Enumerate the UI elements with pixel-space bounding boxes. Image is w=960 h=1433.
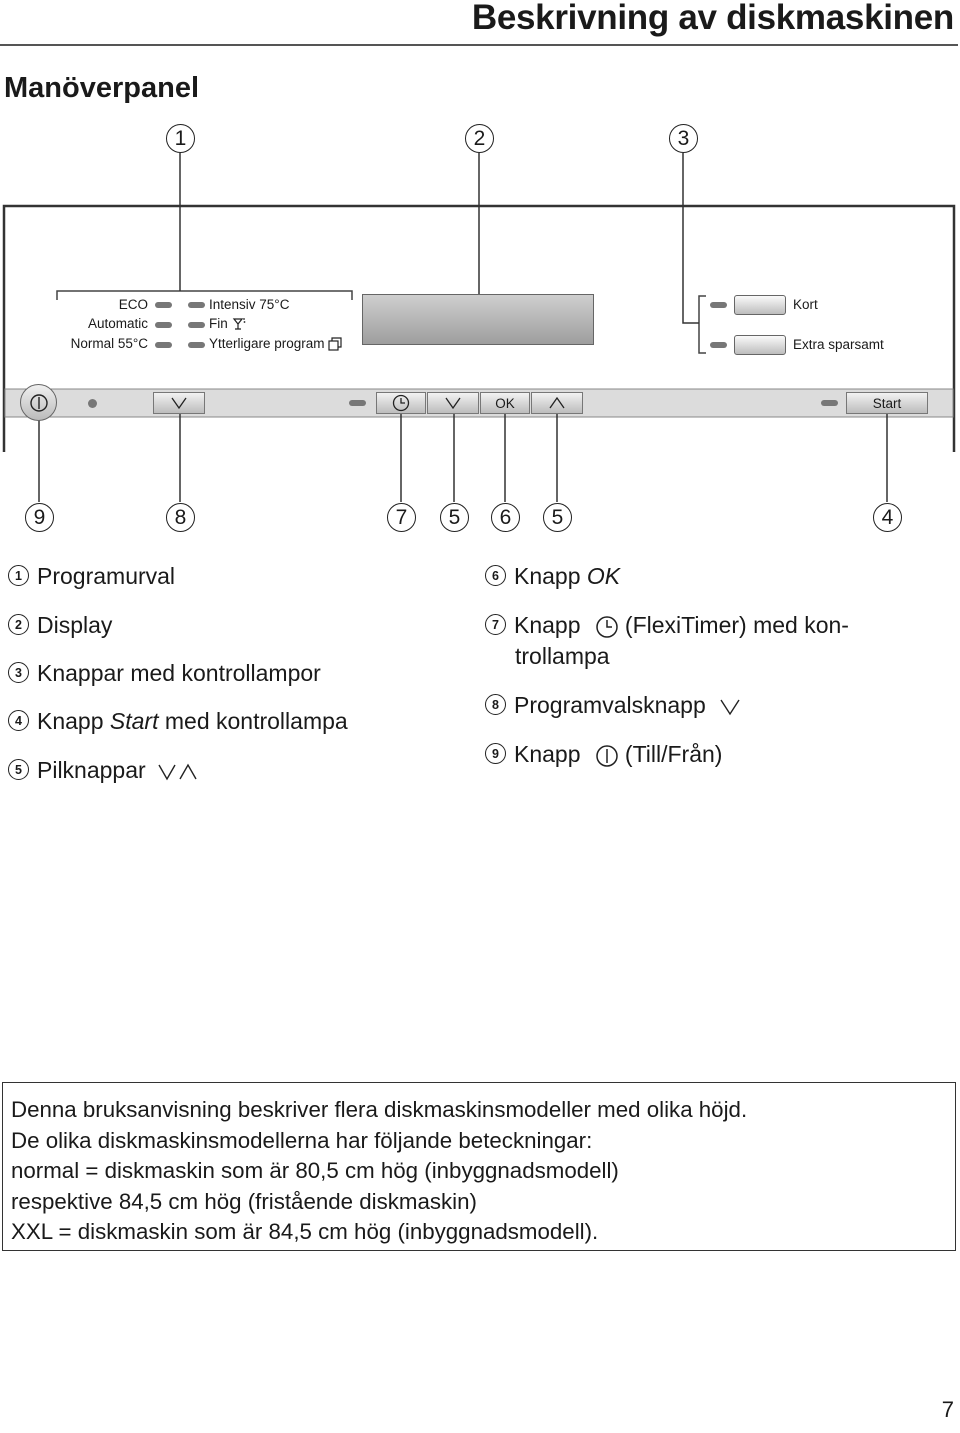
arrow-down-button[interactable] [427, 392, 479, 414]
option-kort-led [710, 302, 727, 308]
option-extra-sparsamt-label: Extra sparsamt [793, 337, 884, 352]
arrow-up-button[interactable] [531, 392, 583, 414]
program-automatic-label: Automatic [87, 316, 148, 331]
program-automatic-led [155, 322, 172, 328]
chevron-down-icon [171, 397, 187, 409]
legend-text: med kontrollampa [158, 708, 348, 734]
note-line-4: respektive 84,5 cm hög (fristående diskmaskin) [11, 1188, 477, 1214]
power-button[interactable] [20, 384, 57, 421]
control-panel-diagram [0, 0, 960, 540]
legend-text: Programurval [37, 563, 176, 589]
timer-led [349, 400, 366, 406]
legend-text: Display [37, 612, 113, 638]
legend-number: 4 [8, 710, 29, 731]
callout-2: 2 [465, 124, 494, 153]
display-screen [362, 294, 594, 345]
clock-icon [595, 615, 619, 639]
legend-number: 7 [485, 614, 506, 635]
ok-button[interactable]: OK [480, 392, 530, 414]
legend-item-9 [485, 740, 722, 768]
callout-1: 1 [166, 124, 195, 153]
legend-item-7-continuation: trollampa [515, 643, 610, 669]
legend-item-8 [485, 691, 740, 719]
legend-text: (FlexiTimer) med kon- [624, 612, 849, 638]
legend-number: 9 [485, 743, 506, 764]
program-extra-label: Ytterligare program [209, 336, 325, 351]
legend-text: Programvalsknapp [514, 692, 706, 718]
callout-8: 8 [166, 503, 195, 532]
legend-item-3 [8, 659, 321, 687]
callout-5-right: 5 [543, 503, 572, 532]
model-note-box [2, 1082, 956, 1251]
power-icon [595, 744, 619, 768]
program-select-button[interactable] [153, 392, 205, 414]
legend-text: Knapp [37, 708, 110, 734]
flexitimer-button[interactable] [376, 392, 426, 414]
page-number: 7 [941, 1397, 954, 1422]
legend-italic-term: OK [586, 563, 621, 589]
legend-number: 6 [485, 565, 506, 586]
callout-4: 4 [873, 503, 902, 532]
legend-text: Knapp [514, 563, 587, 589]
callout-5-left: 5 [440, 503, 469, 532]
legend-text: Knappar med kontrollampor [37, 660, 321, 686]
option-extra-sparsamt-button[interactable] [734, 335, 786, 355]
program-extra-row [209, 336, 343, 352]
start-led [821, 400, 838, 406]
program-fin-led [188, 322, 205, 328]
callout-3: 3 [669, 124, 698, 153]
note-line-2: De olika diskmaskinsmodellerna har följande beteckningar: [11, 1127, 593, 1153]
section-title: Manöverpanel [4, 72, 199, 104]
program-intensiv-label: Intensiv 75°C [209, 297, 290, 312]
clock-icon [392, 394, 410, 412]
power-indicator-dot [88, 399, 97, 408]
glass-icon [232, 317, 246, 331]
program-eco-led [155, 302, 172, 308]
start-button[interactable]: Start [846, 392, 928, 414]
legend-item-7 [485, 611, 849, 639]
program-normal-led [155, 342, 172, 348]
legend-number: 8 [485, 694, 506, 715]
legend-item-5 [8, 756, 198, 784]
program-intensiv-led [188, 302, 205, 308]
legend-item-6 [485, 562, 620, 590]
legend-number: 5 [8, 759, 29, 780]
legend-number: 2 [8, 614, 29, 635]
page-header-title: Beskrivning av diskmaskinen [471, 0, 954, 37]
legend-number: 1 [8, 565, 29, 586]
arrow-buttons-icon [158, 762, 198, 782]
additional-programs-icon [328, 337, 343, 351]
note-line-1: Denna bruksanvisning beskriver flera diskmaskinsmodeller med olika höjd. [11, 1097, 748, 1122]
legend-text: Pilknappar [37, 757, 146, 783]
legend-item-1 [8, 562, 175, 590]
legend-item-2 [8, 611, 112, 639]
legend-number: 3 [8, 662, 29, 683]
callout-9: 9 [25, 503, 54, 532]
option-extra-led [710, 342, 727, 348]
chevron-down-icon [445, 397, 461, 409]
legend-item-4 [8, 707, 348, 735]
option-kort-label: Kort [793, 297, 818, 312]
legend-italic-term: Start [109, 708, 159, 734]
option-kort-button[interactable] [734, 295, 786, 315]
note-line-3: normal = diskmaskin som är 80,5 cm hög (inbyggnadsmodell) [11, 1158, 619, 1183]
chevron-down-icon [720, 697, 740, 717]
chevron-up-icon [549, 397, 565, 409]
program-fin-row [209, 316, 246, 332]
callout-7: 7 [387, 503, 416, 532]
legend-text: Knapp [514, 741, 581, 767]
program-eco-label: ECO [118, 297, 148, 312]
legend-text: Knapp [514, 612, 581, 638]
legend-text: (Till/Från) [624, 741, 723, 767]
note-line-5: XXL = diskmaskin som är 84,5 cm hög (inbyggnadsmodell). [11, 1219, 599, 1244]
power-icon [29, 393, 49, 413]
callout-6: 6 [491, 503, 520, 532]
program-extra-led [188, 342, 205, 348]
program-fin-label: Fin [209, 316, 228, 331]
program-normal-label: Normal 55°C [70, 336, 148, 351]
